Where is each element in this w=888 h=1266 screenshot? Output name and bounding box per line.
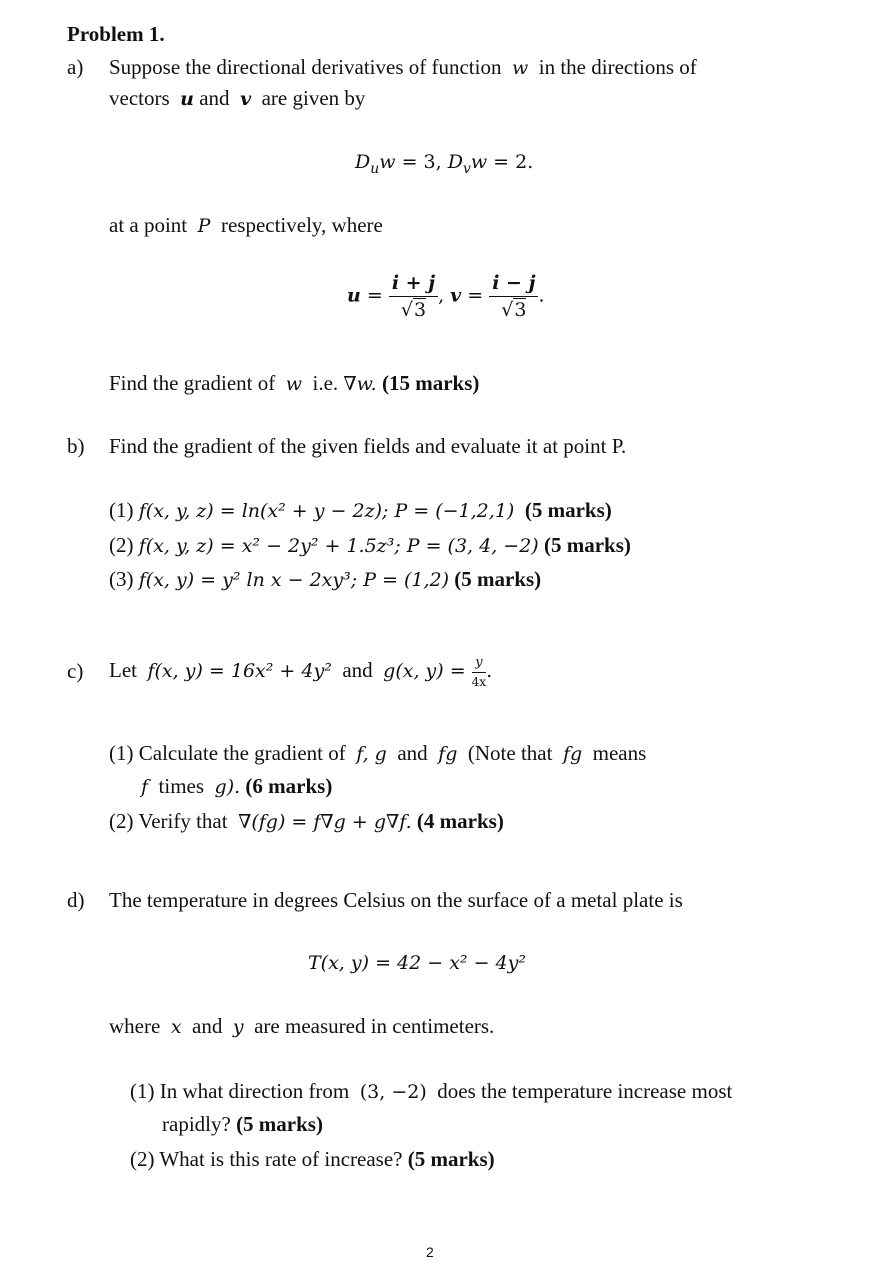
unit-vectors-equation: u = $\frac{i + j}{√3}$ , v = $\frac{i - j}{√3}$ . (347, 272, 545, 321)
temperature-equation: T(x, y) = 42 − x² − 4y² (308, 952, 526, 974)
part-d-text: The temperature in degrees Celsius on the surface of a metal plate is (109, 888, 683, 912)
part-d-question-1-line2: rapidly? (5 marks) (162, 1112, 323, 1136)
part-a-label: a) (67, 55, 84, 79)
part-b-item-1: (1) f(x, y, z) = ln(x² + y − 2z); P = (−1,2,1) (5 marks) (109, 498, 612, 522)
part-d-label: d) (67, 888, 85, 912)
part-d-question-2: (2) What is this rate of increase? (5 marks) (130, 1147, 495, 1171)
part-d-question-1-line1: (1) In what direction from (3, −2) does the temperature increase most (130, 1079, 733, 1103)
part-d-where-line: where x and y are measured in centimeters. (109, 1014, 495, 1038)
problem-title: Problem 1. (67, 22, 165, 46)
at-point-line: at a point P respectively, where (109, 213, 383, 237)
part-a-line1: Suppose the directional derivatives of function w in the directions of (109, 55, 697, 79)
part-b-item-2: (2) f(x, y, z) = x² − 2y² + 1.5z³; P = (3, 4, −2) (5 marks) (109, 533, 631, 557)
part-b-text: Find the gradient of the given fields and evaluate it at point P. (109, 434, 627, 458)
part-b-item-3: (3) f(x, y) = y² ln x − 2xy³; P = (1,2) (5 marks) (109, 567, 542, 591)
part-c-definition: Let f(x, y) = 16x² + 4y² and g(x, y) = $\frac{y}{4x}$ . (109, 654, 493, 689)
part-a-line2: vectors u and v are given by (109, 86, 366, 110)
find-gradient-line: Find the gradient of w i.e. ∇w. (15 marks) (109, 371, 480, 395)
part-c-item-1-line2: f times g). (6 marks) (141, 774, 333, 798)
part-c-item-2: (2) Verify that ∇(fg) = f∇g + g∇f. (4 marks) (109, 809, 504, 833)
page-number: 2 (426, 1244, 434, 1260)
part-c-label: c) (67, 659, 84, 683)
directional-derivative-equation: $D_uw = 3$, $D_vw = 2$. (355, 151, 534, 177)
part-c-item-1-line1: (1) Calculate the gradient of f, g and fg (Note that fg means (109, 741, 647, 765)
part-b-label: b) (67, 434, 85, 458)
